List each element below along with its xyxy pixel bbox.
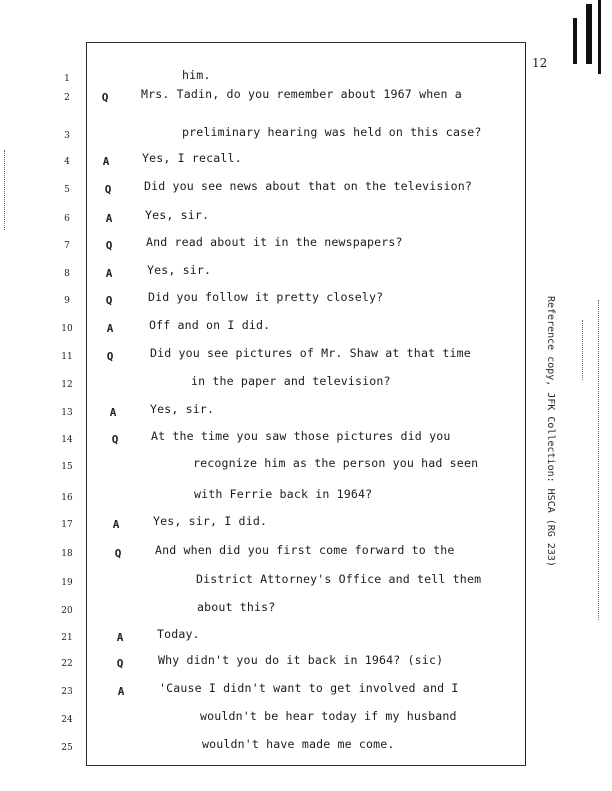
line-number: 6 [64,214,70,224]
question-marker: Q [105,294,113,307]
line-number: 15 [61,462,73,472]
transcript-line-text: about this? [197,600,276,614]
transcript-line-text: wouldn't be hear today if my husband [200,709,457,723]
answer-marker: A [105,212,113,225]
transcript-line-text: 'Cause I didn't want to get involved and I [159,681,459,695]
answer-marker: A [106,322,114,335]
scan-artifact-mark [586,4,592,64]
line-number: 24 [61,715,73,725]
answer-marker: A [102,155,110,168]
transcript-line-text: Mrs. Tadin, do you remember about 1967 when a [141,87,462,101]
scan-artifact-mark [598,0,601,74]
line-number: 3 [64,131,70,141]
transcript-line-text: And read about it in the newspapers? [146,235,403,249]
transcript-line-text: wouldn't have made me come. [202,737,395,751]
line-number: 13 [61,408,73,418]
line-number: 9 [64,296,70,306]
transcript-line-text: Off and on I did. [149,318,271,332]
answer-marker: A [109,406,117,419]
question-marker: Q [111,433,119,446]
line-number: 8 [64,269,70,279]
transcript-line-text: At the time you saw those pictures did you [151,429,451,443]
transcript-line-text: Why didn't you do it back in 1964? (sic) [158,653,444,667]
line-number: 18 [61,549,73,559]
answer-marker: A [117,685,125,698]
line-number: 5 [64,185,70,195]
line-number: 14 [61,435,73,445]
line-number: 7 [64,241,70,251]
transcript-line-text: in the paper and television? [191,374,391,388]
line-number: 2 [64,93,70,103]
transcript-line-text: And when did you first come forward to the [155,543,455,557]
line-number: 21 [61,633,73,643]
transcript-line-text: preliminary hearing was held on this case? [182,125,482,139]
line-number: 11 [61,352,73,362]
line-number: 22 [61,659,73,669]
transcript-line-text: Yes, I recall. [142,151,242,165]
scan-artifact-dots [598,300,599,620]
answer-marker: A [105,267,113,280]
question-marker: Q [104,183,112,196]
transcript-line-text: recognize him as the person you had seen [193,456,479,470]
line-number: 16 [61,493,73,503]
answer-marker: A [116,631,124,644]
line-number: 1 [64,74,70,84]
page-number: 12 [532,56,548,70]
transcript-line-text: Yes, sir. [145,208,210,222]
transcript-line-text: Yes, sir. [150,402,215,416]
transcript-line-text: Today. [157,627,200,641]
transcript-line-text: Yes, sir. [147,263,212,277]
line-number: 4 [64,157,70,167]
line-number: 17 [61,520,73,530]
scan-artifact-dots [4,150,5,230]
transcript-line-text: Did you see news about that on the television? [144,179,472,193]
line-number: 10 [61,324,73,334]
question-marker: Q [101,91,109,104]
question-marker: Q [105,239,113,252]
question-marker: Q [106,350,114,363]
transcript-line-text: Did you see pictures of Mr. Shaw at that time [150,346,471,360]
archive-reference-note: Reference copy, JFK Collection: HSCA (RG 233) [545,296,556,567]
question-marker: Q [114,547,122,560]
question-marker: Q [116,657,124,670]
transcript-line-text: him. [182,68,211,82]
transcript-line-text: Did you follow it pretty closely? [148,290,384,304]
scan-artifact-dots [582,320,583,380]
transcript-line-text: District Attorney's Office and tell them [196,572,482,586]
transcript-line-text: Yes, sir, I did. [153,514,268,528]
line-number: 12 [61,380,73,390]
scan-artifact-mark [573,18,577,64]
answer-marker: A [112,518,120,531]
line-number: 23 [61,687,73,697]
line-number: 20 [61,606,73,616]
transcript-line-text: with Ferrie back in 1964? [194,487,373,501]
line-number: 19 [61,578,73,588]
line-number: 25 [61,743,73,753]
